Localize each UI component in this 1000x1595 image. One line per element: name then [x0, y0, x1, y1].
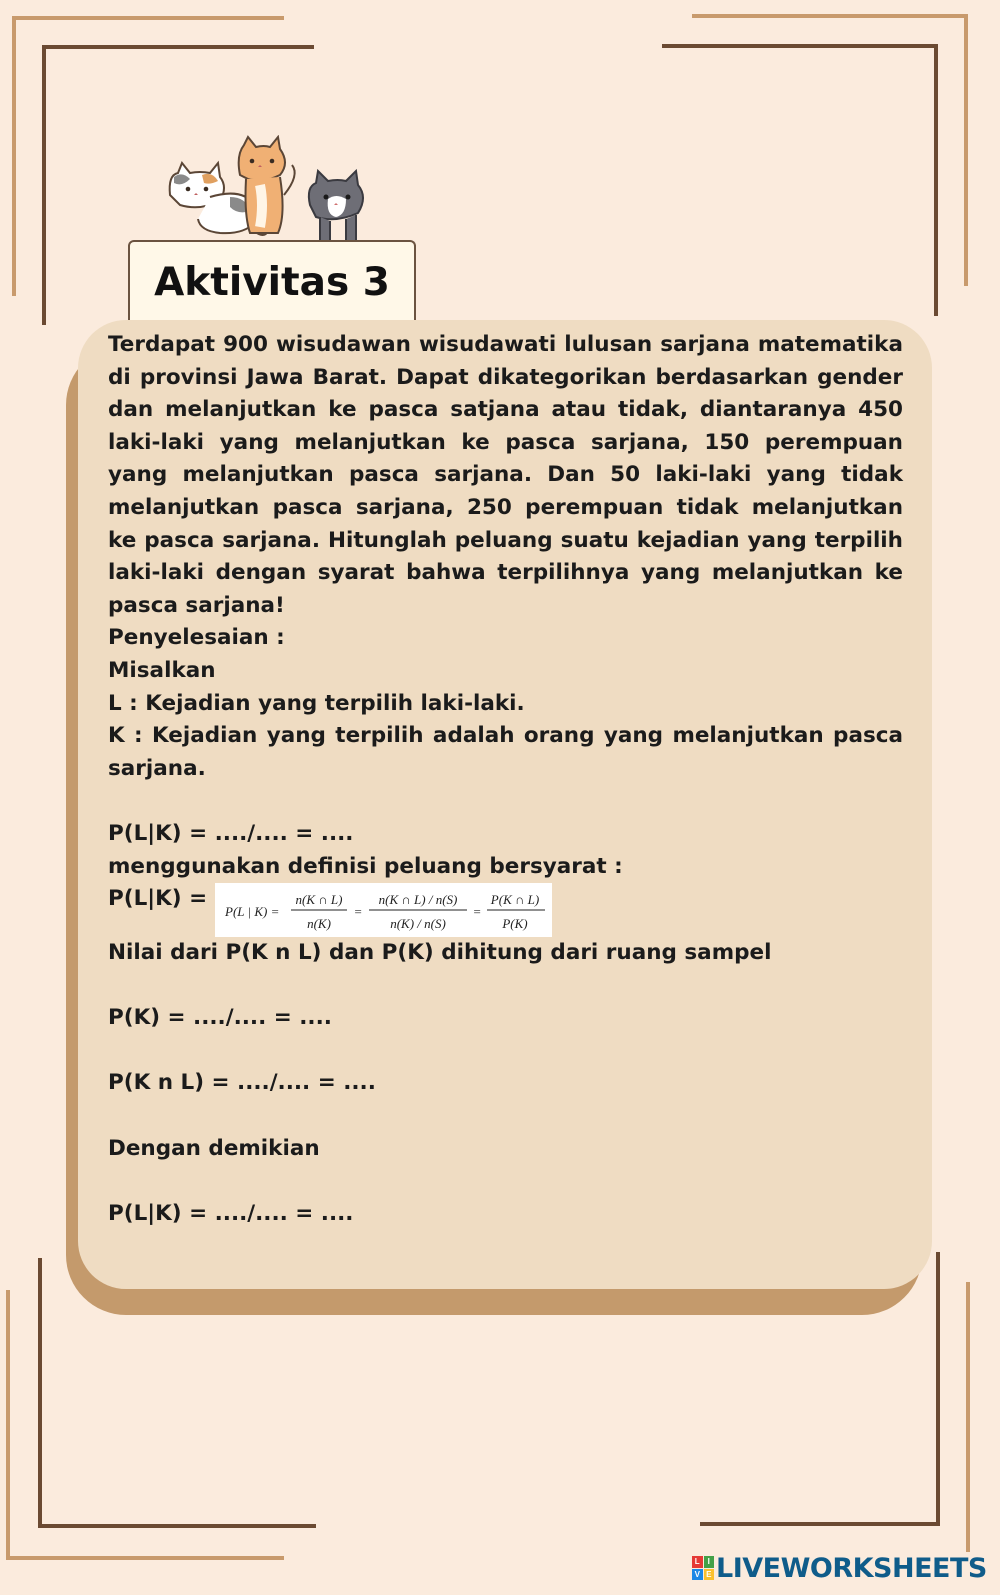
p-kl-blank[interactable]: P(K n L) = ..../.... = .... [108, 1070, 376, 1096]
frame-line-right-dark [934, 44, 938, 316]
p-lk-label: P(L|K) = [108, 886, 208, 912]
final-answer-blank[interactable]: P(L|K) = ..../.... = .... [108, 1200, 354, 1226]
formula-f3-den: P(K) [502, 916, 528, 932]
frame-line-top-left-dark [42, 45, 314, 49]
p-lk-blank[interactable]: P(L|K) = ..../.... = .... [108, 820, 354, 846]
sample-space-note: Nilai dari P(K n L) dan P(K) dihitung dari ruang sampel [108, 940, 772, 966]
frame-line-bottom-left-light [6, 1290, 10, 1560]
formula-row [108, 883, 903, 937]
conditional-probability-formula [215, 883, 552, 937]
conclusion-label: Dengan demikian [108, 1135, 320, 1161]
gray-cat-icon [309, 171, 363, 247]
frame-line-bottom-right-dark-h [700, 1522, 940, 1526]
misalkan-label: Misalkan [108, 657, 216, 683]
frame-line-left-light [12, 16, 16, 296]
frame-line-top-right-dark [662, 44, 936, 48]
title-box [128, 240, 416, 326]
definition-L: L : Kejadian yang terpilih laki-laki. [108, 690, 525, 716]
frame-line-right-light [964, 14, 968, 286]
cats-illustration [160, 135, 390, 250]
definition-intro: menggunakan definisi peluang bersyarat : [108, 853, 623, 879]
solution-heading: Penyelesaian : [108, 625, 285, 651]
frame-line-top-right-light [692, 14, 968, 18]
frame-line-bottom-right-light [966, 1282, 970, 1552]
frame-line-bottom-right-dark [936, 1252, 940, 1524]
formula-eq-2: = [472, 904, 482, 920]
formula-eq-1: = [353, 904, 363, 920]
liveworksheets-logo[interactable] [692, 1551, 987, 1585]
formula-lhs: P(L | K) = [225, 904, 280, 920]
liveworksheets-mark-icon: L I V E [692, 1556, 714, 1580]
frame-line-top-left-light [12, 16, 284, 20]
formula-f3-num: P(K ∩ L) [490, 892, 540, 908]
formula-f1-den: n(K) [307, 916, 332, 932]
formula-f2-den: n(K) / n(S) [390, 916, 446, 932]
activity-content [108, 329, 903, 1230]
definition-K: K : Kejadian yang terpilih adalah orang yang melanjutkan pasca sarjana. [108, 723, 903, 781]
orange-cat-icon [239, 137, 295, 233]
p-k-blank[interactable]: P(K) = ..../.... = .... [108, 1005, 332, 1031]
formula-f2-num: n(K ∩ L) / n(S) [378, 892, 458, 908]
formula-f1-num: n(K ∩ L) [295, 892, 343, 908]
frame-line-bottom-left-dark [38, 1258, 42, 1528]
frame-line-bottom-left-dark-h [38, 1524, 316, 1528]
problem-text: Terdapat 900 wisudawan wisudawati lulusan sarjana matematika di provinsi Jawa Barat. Dapat dikategorikan berdasarkan gender dan melanjutkan ke pasca satjana atau tidak, diantaranya 450 laki-laki yang melanjutkan ke pasca sarjana, 150 perempuan yang melanjutkan pasca sarjana. Dan 50 laki-laki yang tidak melanjutkan pasca sarjana, 250 perempuan tidak melanjutkan ke pasca sarjana. Hitunglah peluang suatu kejadian yang terpilih laki-laki dengan syarat bahwa terpilihnya yang melanjutkan ke pasca sarjana! [108, 332, 903, 618]
liveworksheets-text: LIVEWORKSHEETS [716, 1552, 987, 1584]
page-title: Aktivitas 3 [154, 260, 390, 305]
frame-line-left-dark [42, 45, 46, 325]
frame-line-bottom-left-light-h [6, 1556, 284, 1560]
